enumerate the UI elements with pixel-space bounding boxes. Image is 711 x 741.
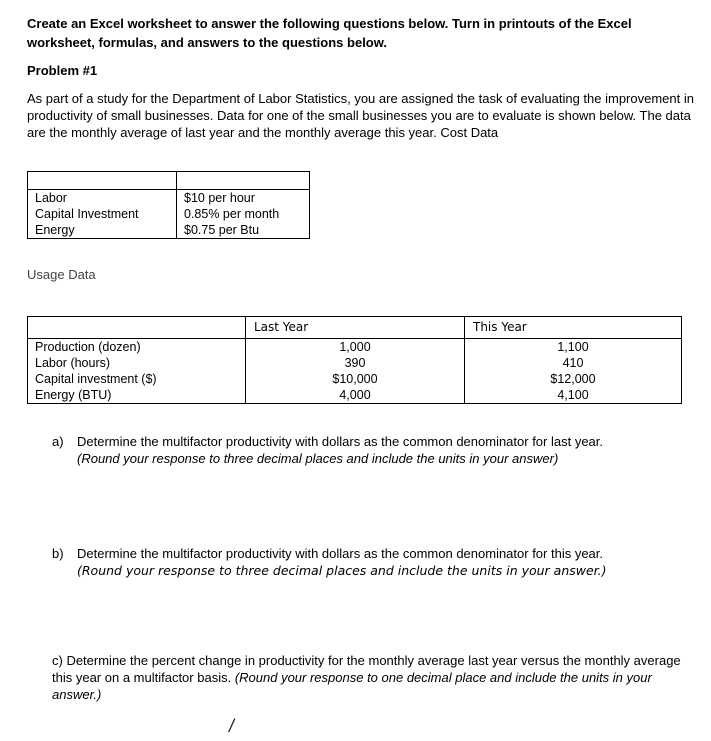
- cost-label-cell: Capital Investment: [35, 207, 139, 221]
- usage-label-cell: Labor (hours): [35, 356, 111, 370]
- usage-last-year-cell: 1,000: [246, 339, 465, 356]
- text-cursor: /: [229, 716, 235, 736]
- usage-header-this-year: This Year: [465, 317, 682, 339]
- document-title: Create an Excel worksheet to answer the following questions below. Turn in printouts of the Excel worksheet, formulas, and answers to the questions below.: [27, 16, 632, 50]
- problem-heading: Problem #1: [27, 63, 98, 78]
- question-a: [52, 433, 692, 467]
- cost-value-cell: $0.75 per Btu: [177, 222, 310, 239]
- question-b-text: Determine the multifactor productivity with dollars as the common denominator for this year.: [77, 546, 604, 561]
- intro-paragraph: As part of a study for the Department of Labor Statistics, you are assigned the task of evaluating the improvement in productivity of small businesses. Data for one of the small businesses you are to evaluate is shown below. The data are the monthly average of last year and the monthly average this year. Cost Data: [27, 91, 694, 140]
- cost-value-cell: 0.85% per month: [177, 206, 310, 222]
- cost-table-header-row: [28, 172, 310, 190]
- cost-data-table: [27, 171, 310, 239]
- question-a-letter: a): [52, 434, 64, 449]
- question-b-letter: b): [52, 546, 64, 561]
- cost-label-cell: Energy: [35, 223, 75, 237]
- usage-data-label: Usage Data: [27, 267, 96, 282]
- usage-table-header-row: [28, 317, 682, 339]
- table-row: [28, 387, 682, 404]
- usage-label-cell: Capital investment ($): [35, 372, 157, 386]
- usage-last-year-cell: $10,000: [246, 371, 465, 387]
- table-row: [28, 206, 310, 222]
- usage-header-blank: [28, 317, 246, 339]
- question-c: [52, 652, 688, 703]
- cost-value-cell: $10 per hour: [177, 190, 310, 207]
- usage-label-cell: Production (dozen): [35, 340, 141, 354]
- usage-last-year-cell: 4,000: [246, 387, 465, 404]
- question-c-note: (Round your response to one decimal place and include the units in your answer.): [52, 670, 652, 702]
- usage-header-last-year: Last Year: [246, 317, 465, 339]
- usage-last-year-cell: 390: [246, 355, 465, 371]
- question-c-text: c) Determine the percent change in productivity for the monthly average last year versus the monthly average this year on a multifactor basis.: [52, 653, 681, 685]
- table-row: [28, 355, 682, 371]
- usage-this-year-cell: 410: [465, 355, 682, 371]
- table-row: [28, 339, 682, 356]
- table-row: [28, 371, 682, 387]
- usage-label-cell: Energy (BTU): [35, 388, 112, 402]
- usage-this-year-cell: $12,000: [465, 371, 682, 387]
- table-row: [28, 190, 310, 207]
- question-b-note: (Round your response to three decimal places and include the units in your answer.): [77, 563, 607, 578]
- question-b: [52, 545, 692, 579]
- question-a-note: (Round your response to three decimal places and include the units in your answer): [77, 451, 559, 466]
- usage-data-table: [27, 316, 682, 404]
- usage-this-year-cell: 1,100: [465, 339, 682, 356]
- usage-this-year-cell: 4,100: [465, 387, 682, 404]
- question-a-text: Determine the multifactor productivity with dollars as the common denominator for last year.: [77, 434, 604, 449]
- cost-label-cell: Labor: [35, 191, 67, 205]
- table-row: [28, 222, 310, 239]
